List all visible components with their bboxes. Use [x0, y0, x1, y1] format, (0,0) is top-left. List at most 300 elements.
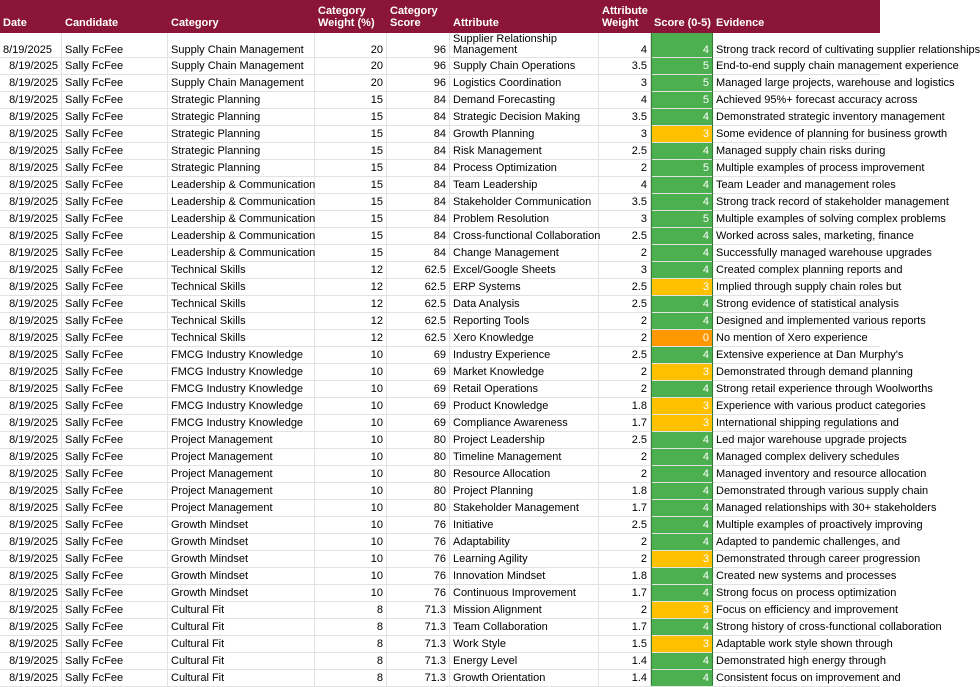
category-cell[interactable]: Strategic Planning	[168, 109, 315, 125]
attribute-weight-cell[interactable]: 2.5	[599, 143, 651, 159]
score-cell[interactable]: 4	[651, 517, 713, 533]
category-score-cell[interactable]: 62.5	[387, 279, 450, 295]
attribute-weight-cell[interactable]: 1.7	[599, 585, 651, 601]
evidence-cell[interactable]: Multiple examples of process improvement	[716, 162, 925, 174]
date-cell[interactable]: 8/19/2025	[0, 211, 62, 227]
category-cell[interactable]: Technical Skills	[168, 330, 315, 346]
date-cell[interactable]: 8/19/2025	[0, 534, 62, 550]
attribute-cell[interactable]: Xero Knowledge	[450, 330, 599, 346]
attribute-cell[interactable]: Stakeholder Communication	[450, 194, 599, 210]
attribute-weight-cell[interactable]: 1.4	[599, 670, 651, 686]
date-cell[interactable]: 8/19/2025	[0, 551, 62, 567]
attribute-weight-cell[interactable]: 3	[599, 262, 651, 278]
evidence-cell[interactable]: Some evidence of planning for business growth	[716, 128, 948, 140]
attribute-cell[interactable]: Stakeholder Management	[450, 500, 599, 516]
attribute-weight-cell[interactable]: 2.5	[599, 279, 651, 295]
date-cell[interactable]: 8/19/2025	[0, 194, 62, 210]
category-weight-cell[interactable]: 10	[315, 415, 387, 431]
header-score[interactable]: Score (0-5)	[654, 17, 711, 29]
attribute-weight-cell[interactable]: 2	[599, 449, 651, 465]
category-cell[interactable]: Technical Skills	[168, 279, 315, 295]
attribute-cell[interactable]: Initiative	[450, 517, 599, 533]
category-cell[interactable]: FMCG Industry Knowledge	[168, 364, 315, 380]
attribute-weight-cell[interactable]: 3	[599, 211, 651, 227]
category-cell[interactable]: Cultural Fit	[168, 653, 315, 669]
attribute-weight-cell[interactable]: 2	[599, 313, 651, 329]
date-cell[interactable]: 8/19/2025	[0, 347, 62, 363]
category-cell[interactable]: Leadership & Communication	[168, 177, 315, 193]
candidate-cell[interactable]: Sally FcFee	[62, 143, 168, 159]
score-cell[interactable]: 3	[651, 398, 713, 414]
attribute-weight-cell[interactable]: 1.7	[599, 415, 651, 431]
score-cell[interactable]: 4	[651, 670, 713, 686]
category-weight-cell[interactable]: 12	[315, 313, 387, 329]
attribute-weight-cell[interactable]: 1.8	[599, 483, 651, 499]
candidate-cell[interactable]: Sally FcFee	[62, 177, 168, 193]
attribute-cell[interactable]: Reporting Tools	[450, 313, 599, 329]
evidence-cell[interactable]: Strong evidence of statistical analysis	[716, 298, 899, 310]
category-cell[interactable]: Supply Chain Management	[168, 33, 315, 57]
attribute-cell[interactable]: Team Leadership	[450, 177, 599, 193]
score-cell[interactable]: 4	[651, 33, 713, 57]
evidence-cell[interactable]: Consistent focus on improvement and	[716, 672, 901, 684]
category-weight-cell[interactable]: 20	[315, 33, 387, 57]
score-cell[interactable]: 5	[651, 160, 713, 176]
candidate-cell[interactable]: Sally FcFee	[62, 347, 168, 363]
candidate-cell[interactable]: Sally FcFee	[62, 313, 168, 329]
header-candidate[interactable]: Candidate	[65, 17, 119, 29]
candidate-cell[interactable]: Sally FcFee	[62, 262, 168, 278]
score-cell[interactable]: 3	[651, 126, 713, 142]
category-weight-cell[interactable]: 10	[315, 449, 387, 465]
category-score-cell[interactable]: 62.5	[387, 330, 450, 346]
attribute-weight-cell[interactable]: 3	[599, 126, 651, 142]
attribute-weight-cell[interactable]: 2	[599, 381, 651, 397]
attribute-weight-cell[interactable]: 3.5	[599, 194, 651, 210]
category-cell[interactable]: Cultural Fit	[168, 670, 315, 686]
score-cell[interactable]: 3	[651, 602, 713, 618]
date-cell[interactable]: 8/19/2025	[0, 449, 62, 465]
category-score-cell[interactable]: 84	[387, 109, 450, 125]
category-score-cell[interactable]: 84	[387, 211, 450, 227]
evidence-cell[interactable]: Strong track record of cultivating supplier relationships	[716, 44, 980, 56]
category-score-cell[interactable]: 84	[387, 194, 450, 210]
attribute-cell[interactable]: Adaptability	[450, 534, 599, 550]
category-weight-cell[interactable]: 20	[315, 75, 387, 91]
header-attribute-weight[interactable]: Attribute Weight	[602, 5, 648, 29]
category-weight-cell[interactable]: 10	[315, 381, 387, 397]
category-score-cell[interactable]: 62.5	[387, 296, 450, 312]
attribute-weight-cell[interactable]: 2	[599, 602, 651, 618]
category-score-cell[interactable]: 80	[387, 466, 450, 482]
category-weight-cell[interactable]: 10	[315, 364, 387, 380]
category-score-cell[interactable]: 71.3	[387, 653, 450, 669]
category-cell[interactable]: Project Management	[168, 466, 315, 482]
evidence-cell[interactable]: Extensive experience at Dan Murphy's	[716, 349, 904, 361]
header-date[interactable]: Date	[3, 17, 27, 29]
category-cell[interactable]: FMCG Industry Knowledge	[168, 398, 315, 414]
score-cell[interactable]: 3	[651, 364, 713, 380]
evidence-cell[interactable]: Demonstrated through demand planning	[716, 366, 913, 378]
score-cell[interactable]: 3	[651, 636, 713, 652]
score-cell[interactable]: 4	[651, 568, 713, 584]
date-cell[interactable]: 8/19/2025	[0, 483, 62, 499]
category-cell[interactable]: FMCG Industry Knowledge	[168, 415, 315, 431]
category-weight-cell[interactable]: 10	[315, 534, 387, 550]
category-score-cell[interactable]: 71.3	[387, 619, 450, 635]
attribute-weight-cell[interactable]: 2.5	[599, 347, 651, 363]
score-cell[interactable]: 4	[651, 194, 713, 210]
score-cell[interactable]: 0	[651, 330, 713, 346]
attribute-weight-cell[interactable]: 4	[599, 177, 651, 193]
date-cell[interactable]: 8/19/2025	[0, 381, 62, 397]
evidence-cell[interactable]: Led major warehouse upgrade projects	[716, 434, 907, 446]
attribute-cell[interactable]: Industry Experience	[450, 347, 599, 363]
score-cell[interactable]: 4	[651, 653, 713, 669]
category-weight-cell[interactable]: 15	[315, 245, 387, 261]
date-cell[interactable]: 8/19/2025	[0, 568, 62, 584]
evidence-cell[interactable]: Managed supply chain risks during	[716, 145, 886, 157]
header-category[interactable]: Category	[171, 17, 219, 29]
evidence-cell[interactable]: Team Leader and management roles	[716, 179, 896, 191]
date-cell[interactable]: 8/19/2025	[0, 602, 62, 618]
candidate-cell[interactable]: Sally FcFee	[62, 330, 168, 346]
category-score-cell[interactable]: 84	[387, 245, 450, 261]
attribute-weight-cell[interactable]: 1.7	[599, 619, 651, 635]
attribute-cell[interactable]: Learning Agility	[450, 551, 599, 567]
candidate-cell[interactable]: Sally FcFee	[62, 160, 168, 176]
category-weight-cell[interactable]: 8	[315, 636, 387, 652]
date-cell[interactable]: 8/19/2025	[0, 75, 62, 91]
evidence-cell[interactable]: Strong focus on process optimization	[716, 587, 897, 599]
date-cell[interactable]: 8/19/2025	[0, 330, 62, 346]
attribute-cell[interactable]: Mission Alignment	[450, 602, 599, 618]
category-cell[interactable]: Leadership & Communication	[168, 194, 315, 210]
category-score-cell[interactable]: 96	[387, 75, 450, 91]
category-weight-cell[interactable]: 10	[315, 551, 387, 567]
score-cell[interactable]: 3	[651, 415, 713, 431]
date-cell[interactable]: 8/19/2025	[0, 364, 62, 380]
candidate-cell[interactable]: Sally FcFee	[62, 483, 168, 499]
score-cell[interactable]: 5	[651, 211, 713, 227]
date-cell[interactable]: 8/19/2025	[0, 160, 62, 176]
evidence-cell[interactable]: Experience with various product categories	[716, 400, 926, 412]
attribute-cell[interactable]: Supply Chain Operations	[450, 58, 599, 74]
attribute-weight-cell[interactable]: 3	[599, 75, 651, 91]
category-cell[interactable]: Growth Mindset	[168, 585, 315, 601]
candidate-cell[interactable]: Sally FcFee	[62, 398, 168, 414]
candidate-cell[interactable]: Sally FcFee	[62, 279, 168, 295]
date-cell[interactable]: 8/19/2025	[0, 670, 62, 686]
category-score-cell[interactable]: 71.3	[387, 602, 450, 618]
category-weight-cell[interactable]: 15	[315, 92, 387, 108]
score-cell[interactable]: 5	[651, 75, 713, 91]
category-score-cell[interactable]: 80	[387, 449, 450, 465]
attribute-weight-cell[interactable]: 2	[599, 466, 651, 482]
score-cell[interactable]: 4	[651, 228, 713, 244]
candidate-cell[interactable]: Sally FcFee	[62, 534, 168, 550]
candidate-cell[interactable]: Sally FcFee	[62, 551, 168, 567]
category-weight-cell[interactable]: 8	[315, 619, 387, 635]
evidence-cell[interactable]: Managed relationships with 30+ stakeholders	[716, 502, 937, 514]
candidate-cell[interactable]: Sally FcFee	[62, 500, 168, 516]
candidate-cell[interactable]: Sally FcFee	[62, 636, 168, 652]
attribute-weight-cell[interactable]: 2	[599, 330, 651, 346]
attribute-cell[interactable]: Change Management	[450, 245, 599, 261]
category-weight-cell[interactable]: 12	[315, 262, 387, 278]
attribute-weight-cell[interactable]: 2	[599, 534, 651, 550]
category-cell[interactable]: Project Management	[168, 432, 315, 448]
candidate-cell[interactable]: Sally FcFee	[62, 653, 168, 669]
attribute-weight-cell[interactable]: 1.4	[599, 653, 651, 669]
category-cell[interactable]: Cultural Fit	[168, 619, 315, 635]
evidence-cell[interactable]: No mention of Xero experience	[716, 332, 868, 344]
score-cell[interactable]: 4	[651, 177, 713, 193]
category-cell[interactable]: FMCG Industry Knowledge	[168, 347, 315, 363]
category-weight-cell[interactable]: 12	[315, 330, 387, 346]
attribute-cell[interactable]: Innovation Mindset	[450, 568, 599, 584]
attribute-weight-cell[interactable]: 3.5	[599, 58, 651, 74]
score-cell[interactable]: 5	[651, 92, 713, 108]
date-cell[interactable]: 8/19/2025	[0, 636, 62, 652]
candidate-cell[interactable]: Sally FcFee	[62, 517, 168, 533]
evidence-cell[interactable]: Demonstrated through various supply chain	[716, 485, 929, 497]
candidate-cell[interactable]: Sally FcFee	[62, 670, 168, 686]
evidence-cell[interactable]: Strong retail experience through Woolworths	[716, 383, 933, 395]
attribute-cell[interactable]: Retail Operations	[450, 381, 599, 397]
date-cell[interactable]: 8/19/2025	[0, 143, 62, 159]
category-cell[interactable]: Strategic Planning	[168, 160, 315, 176]
attribute-weight-cell[interactable]: 2	[599, 160, 651, 176]
candidate-cell[interactable]: Sally FcFee	[62, 109, 168, 125]
score-cell[interactable]: 4	[651, 245, 713, 261]
category-cell[interactable]: Leadership & Communication	[168, 245, 315, 261]
category-cell[interactable]: Strategic Planning	[168, 92, 315, 108]
category-weight-cell[interactable]: 10	[315, 500, 387, 516]
category-score-cell[interactable]: 76	[387, 551, 450, 567]
candidate-cell[interactable]: Sally FcFee	[62, 296, 168, 312]
date-cell[interactable]: 8/19/2025	[0, 432, 62, 448]
evidence-cell[interactable]: Demonstrated strategic inventory management	[716, 111, 945, 123]
category-score-cell[interactable]: 69	[387, 364, 450, 380]
category-weight-cell[interactable]: 15	[315, 228, 387, 244]
attribute-cell[interactable]: Data Analysis	[450, 296, 599, 312]
attribute-cell[interactable]: Resource Allocation	[450, 466, 599, 482]
evidence-cell[interactable]: Managed inventory and resource allocation	[716, 468, 927, 480]
category-score-cell[interactable]: 96	[387, 33, 450, 57]
category-score-cell[interactable]: 69	[387, 347, 450, 363]
attribute-weight-cell[interactable]: 2.5	[599, 517, 651, 533]
score-cell[interactable]: 4	[651, 262, 713, 278]
candidate-cell[interactable]: Sally FcFee	[62, 602, 168, 618]
category-cell[interactable]: Growth Mindset	[168, 568, 315, 584]
category-weight-cell[interactable]: 12	[315, 279, 387, 295]
date-cell[interactable]: 8/19/2025	[0, 296, 62, 312]
category-weight-cell[interactable]: 15	[315, 109, 387, 125]
evidence-cell[interactable]: Adapted to pandemic challenges, and	[716, 536, 901, 548]
candidate-cell[interactable]: Sally FcFee	[62, 75, 168, 91]
score-cell[interactable]: 4	[651, 619, 713, 635]
date-cell[interactable]: 8/19/2025	[0, 109, 62, 125]
evidence-cell[interactable]: Successfully managed warehouse upgrades	[716, 247, 932, 259]
evidence-cell[interactable]: Created new systems and processes	[716, 570, 897, 582]
score-cell[interactable]: 4	[651, 296, 713, 312]
candidate-cell[interactable]: Sally FcFee	[62, 568, 168, 584]
category-cell[interactable]: Leadership & Communication	[168, 228, 315, 244]
date-cell[interactable]: 8/19/2025	[0, 126, 62, 142]
category-score-cell[interactable]: 62.5	[387, 262, 450, 278]
date-cell[interactable]: 8/19/2025	[0, 500, 62, 516]
category-cell[interactable]: Supply Chain Management	[168, 75, 315, 91]
score-cell[interactable]: 4	[651, 347, 713, 363]
category-cell[interactable]: Project Management	[168, 483, 315, 499]
attribute-cell[interactable]: Project Planning	[450, 483, 599, 499]
attribute-weight-cell[interactable]: 2.5	[599, 228, 651, 244]
score-cell[interactable]: 4	[651, 313, 713, 329]
date-cell[interactable]: 8/19/2025	[0, 228, 62, 244]
evidence-cell[interactable]: International shipping regulations and	[716, 417, 899, 429]
attribute-weight-cell[interactable]: 2	[599, 364, 651, 380]
attribute-cell[interactable]: Process Optimization	[450, 160, 599, 176]
candidate-cell[interactable]: Sally FcFee	[62, 92, 168, 108]
attribute-cell[interactable]: Logistics Coordination	[450, 75, 599, 91]
category-cell[interactable]: Technical Skills	[168, 262, 315, 278]
category-score-cell[interactable]: 80	[387, 432, 450, 448]
category-score-cell[interactable]: 76	[387, 585, 450, 601]
header-attribute[interactable]: Attribute	[453, 17, 499, 29]
score-cell[interactable]: 4	[651, 143, 713, 159]
category-weight-cell[interactable]: 10	[315, 432, 387, 448]
evidence-cell[interactable]: Worked across sales, marketing, finance	[716, 230, 914, 242]
date-cell[interactable]: 8/19/2025	[0, 517, 62, 533]
attribute-weight-cell[interactable]: 1.8	[599, 568, 651, 584]
candidate-cell[interactable]: Sally FcFee	[62, 33, 168, 57]
attribute-cell[interactable]: Supplier Relationship Management	[450, 33, 599, 57]
category-cell[interactable]: Technical Skills	[168, 313, 315, 329]
category-weight-cell[interactable]: 15	[315, 211, 387, 227]
date-cell[interactable]: 8/19/2025	[0, 415, 62, 431]
score-cell[interactable]: 3	[651, 551, 713, 567]
evidence-cell[interactable]: Strong track record of stakeholder management	[716, 196, 949, 208]
category-score-cell[interactable]: 69	[387, 381, 450, 397]
attribute-cell[interactable]: Project Leadership	[450, 432, 599, 448]
date-cell[interactable]: 8/19/2025	[0, 619, 62, 635]
category-cell[interactable]: Growth Mindset	[168, 534, 315, 550]
category-score-cell[interactable]: 96	[387, 58, 450, 74]
date-cell[interactable]: 8/19/2025	[0, 653, 62, 669]
category-weight-cell[interactable]: 8	[315, 602, 387, 618]
category-score-cell[interactable]: 80	[387, 500, 450, 516]
attribute-weight-cell[interactable]: 2	[599, 551, 651, 567]
evidence-cell[interactable]: End-to-end supply chain management experience	[716, 60, 959, 72]
header-evidence[interactable]: Evidence	[716, 17, 765, 29]
date-cell[interactable]: 8/19/2025	[0, 245, 62, 261]
category-weight-cell[interactable]: 12	[315, 296, 387, 312]
evidence-cell[interactable]: Multiple examples of solving complex problems	[716, 213, 946, 225]
category-cell[interactable]: Project Management	[168, 449, 315, 465]
candidate-cell[interactable]: Sally FcFee	[62, 415, 168, 431]
category-weight-cell[interactable]: 10	[315, 568, 387, 584]
date-cell[interactable]: 8/19/2025	[0, 585, 62, 601]
candidate-cell[interactable]: Sally FcFee	[62, 211, 168, 227]
attribute-weight-cell[interactable]: 4	[599, 92, 651, 108]
candidate-cell[interactable]: Sally FcFee	[62, 585, 168, 601]
category-weight-cell[interactable]: 15	[315, 126, 387, 142]
evidence-cell[interactable]: Created complex planning reports and	[716, 264, 903, 276]
category-score-cell[interactable]: 69	[387, 398, 450, 414]
date-cell[interactable]: 8/19/2025	[0, 58, 62, 74]
category-score-cell[interactable]: 84	[387, 228, 450, 244]
date-cell[interactable]: 8/19/2025	[0, 33, 62, 57]
category-weight-cell[interactable]: 8	[315, 670, 387, 686]
category-cell[interactable]: Growth Mindset	[168, 517, 315, 533]
category-score-cell[interactable]: 84	[387, 160, 450, 176]
evidence-cell[interactable]: Strong history of cross-functional collaboration	[716, 621, 942, 633]
category-score-cell[interactable]: 76	[387, 568, 450, 584]
category-cell[interactable]: Supply Chain Management	[168, 58, 315, 74]
candidate-cell[interactable]: Sally FcFee	[62, 619, 168, 635]
candidate-cell[interactable]: Sally FcFee	[62, 194, 168, 210]
category-weight-cell[interactable]: 15	[315, 177, 387, 193]
category-score-cell[interactable]: 84	[387, 126, 450, 142]
attribute-cell[interactable]: Strategic Decision Making	[450, 109, 599, 125]
evidence-cell[interactable]: Demonstrated through career progression	[716, 553, 921, 565]
evidence-cell[interactable]: Managed complex delivery schedules	[716, 451, 900, 463]
evidence-cell[interactable]: Multiple examples of proactively improving	[716, 519, 923, 531]
candidate-cell[interactable]: Sally FcFee	[62, 126, 168, 142]
category-score-cell[interactable]: 80	[387, 483, 450, 499]
candidate-cell[interactable]: Sally FcFee	[62, 245, 168, 261]
attribute-cell[interactable]: Work Style	[450, 636, 599, 652]
category-score-cell[interactable]: 62.5	[387, 313, 450, 329]
attribute-cell[interactable]: Product Knowledge	[450, 398, 599, 414]
candidate-cell[interactable]: Sally FcFee	[62, 228, 168, 244]
attribute-weight-cell[interactable]: 1.8	[599, 398, 651, 414]
candidate-cell[interactable]: Sally FcFee	[62, 432, 168, 448]
attribute-cell[interactable]: ERP Systems	[450, 279, 599, 295]
score-cell[interactable]: 4	[651, 449, 713, 465]
date-cell[interactable]: 8/19/2025	[0, 279, 62, 295]
attribute-weight-cell[interactable]: 1.7	[599, 500, 651, 516]
attribute-cell[interactable]: Growth Orientation	[450, 670, 599, 686]
evidence-cell[interactable]: Implied through supply chain roles but	[716, 281, 902, 293]
score-cell[interactable]: 5	[651, 58, 713, 74]
category-score-cell[interactable]: 71.3	[387, 636, 450, 652]
evidence-cell[interactable]: Achieved 95%+ forecast accuracy across	[716, 94, 918, 106]
score-cell[interactable]: 4	[651, 534, 713, 550]
category-cell[interactable]: Cultural Fit	[168, 602, 315, 618]
evidence-cell[interactable]: Focus on efficiency and improvement	[716, 604, 898, 616]
candidate-cell[interactable]: Sally FcFee	[62, 364, 168, 380]
category-weight-cell[interactable]: 15	[315, 160, 387, 176]
category-weight-cell[interactable]: 10	[315, 347, 387, 363]
attribute-cell[interactable]: Energy Level	[450, 653, 599, 669]
attribute-cell[interactable]: Team Collaboration	[450, 619, 599, 635]
date-cell[interactable]: 8/19/2025	[0, 177, 62, 193]
candidate-cell[interactable]: Sally FcFee	[62, 466, 168, 482]
score-cell[interactable]: 4	[651, 500, 713, 516]
attribute-weight-cell[interactable]: 2.5	[599, 296, 651, 312]
category-cell[interactable]: FMCG Industry Knowledge	[168, 381, 315, 397]
evidence-cell[interactable]: Adaptable work style shown through	[716, 638, 893, 650]
category-cell[interactable]: Cultural Fit	[168, 636, 315, 652]
header-category-weight[interactable]: Category Weight (%)	[318, 5, 375, 29]
attribute-weight-cell[interactable]: 4	[599, 33, 651, 57]
attribute-cell[interactable]: Cross-functional Collaboration	[450, 228, 599, 244]
category-cell[interactable]: Strategic Planning	[168, 143, 315, 159]
category-weight-cell[interactable]: 15	[315, 194, 387, 210]
category-weight-cell[interactable]: 10	[315, 517, 387, 533]
